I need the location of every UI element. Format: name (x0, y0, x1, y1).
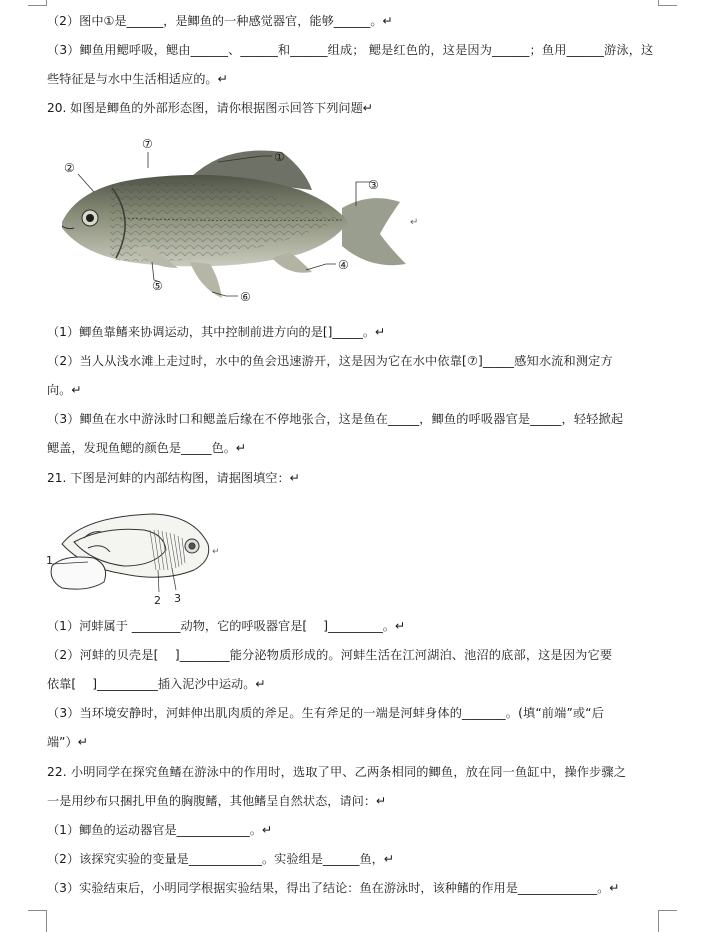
fish-figure-return-mark: ↵ (410, 217, 419, 228)
mussel-figure-return-mark: ↵ (212, 547, 220, 557)
question-20-part-2: （2）当人从浅水滩上走过时，水中的鱼会迅速游开，这是因为它在水中依靠[⑦]_____感知水流和测定方 (47, 354, 613, 368)
mussel-label-3: 3 (174, 592, 181, 605)
question-20-stem: 20. 如图是鲫鱼的外部形态图，请你根据图示回答下列问题↵ (47, 101, 373, 115)
fish-label-4: ④ (338, 258, 349, 272)
corner-mark-top-right (658, 0, 677, 6)
mussel-internal-figure (44, 508, 224, 608)
question-20-part-2-continued: 向。↵ (47, 383, 82, 397)
question-19-part-3-continued: 些特征是与水中生活相适应的。↵ (47, 72, 228, 86)
question-21-part-3: （3）当环境安静时，河蚌伸出肌肉质的斧足。生有斧足的一端是河蚌身体的_______。(填“前端”或“后 (47, 706, 605, 720)
question-20-part-3-continued: 鳃盖，发现鱼鳃的颜色是_____色。↵ (47, 441, 247, 455)
question-21-stem: 21. 下图是河蚌的内部结构图，请据图填空：↵ (47, 471, 300, 485)
question-21-part-3-continued: 端”）↵ (47, 735, 88, 749)
question-22-part-1: （1）鲫鱼的运动器官是____________。↵ (47, 823, 273, 837)
corner-mark-bottom-left (28, 910, 47, 932)
corner-mark-top-left (28, 0, 47, 6)
question-20-part-1: （1）鲫鱼靠鳍来协调运动，其中控制前进方向的是[]_____。↵ (47, 325, 386, 339)
fish-label-7: ⑦ (142, 137, 153, 151)
question-22-part-2: （2）该探究实验的变量是____________。实验组是______鱼，↵ (47, 852, 395, 866)
mussel-label-1: 1 (46, 554, 53, 567)
fish-external-figure (50, 130, 430, 310)
question-22-stem: 22. 小明同学在探究鱼鳍在游泳中的作用时，选取了甲、乙两条相同的鲫鱼，放在同一鱼缸中，操作步骤之 (47, 765, 627, 779)
mussel-drawing (51, 514, 209, 589)
fish-label-6: ⑥ (240, 290, 251, 304)
question-19-part-3: （3）鲫鱼用鳃呼吸，鳃由______、______和______组成； 鳃是红色的，这是因为______；鱼用______游泳，这 (47, 43, 654, 57)
question-19-part-2: （2）图中①是______，是鲫鱼的一种感觉器官，能够______。↵ (47, 14, 393, 28)
question-21-part-2: （2）河蚌的贝壳是[ ]________能分泌物质形成的。河蚌生活在江河湖泊、池沼的底部，这是因为它要 (47, 648, 613, 662)
mussel-label-2: 2 (154, 594, 161, 607)
corner-mark-bottom-right (658, 910, 677, 932)
question-21-part-2-continued: 依靠[ ]__________插入泥沙中运动。↵ (47, 677, 266, 691)
question-22-stem-continued: 一是用纱布只捆扎甲鱼的胸腹鳍，其他鳍呈自然状态，请问：↵ (47, 794, 387, 808)
question-20-part-3: （3）鲫鱼在水中游泳时口和鳃盖后缘在不停地张合，这是鱼在_____，鲫鱼的呼吸器官是_____，轻轻掀起 (47, 412, 624, 426)
fish-label-5: ⑤ (152, 279, 163, 293)
fish-label-1: ① (274, 150, 285, 164)
fish-label-2: ② (64, 161, 75, 175)
question-22-part-3: （3）实验结束后，小明同学根据实验结果，得出了结论：鱼在游泳时，该种鳍的作用是_____________。↵ (47, 881, 620, 895)
fish-label-3: ③ (368, 178, 379, 192)
question-21-part-1: （1）河蚌属于 ________动物，它的呼吸器官是[ ]_________。↵ (47, 619, 406, 633)
fish-body (62, 150, 406, 298)
